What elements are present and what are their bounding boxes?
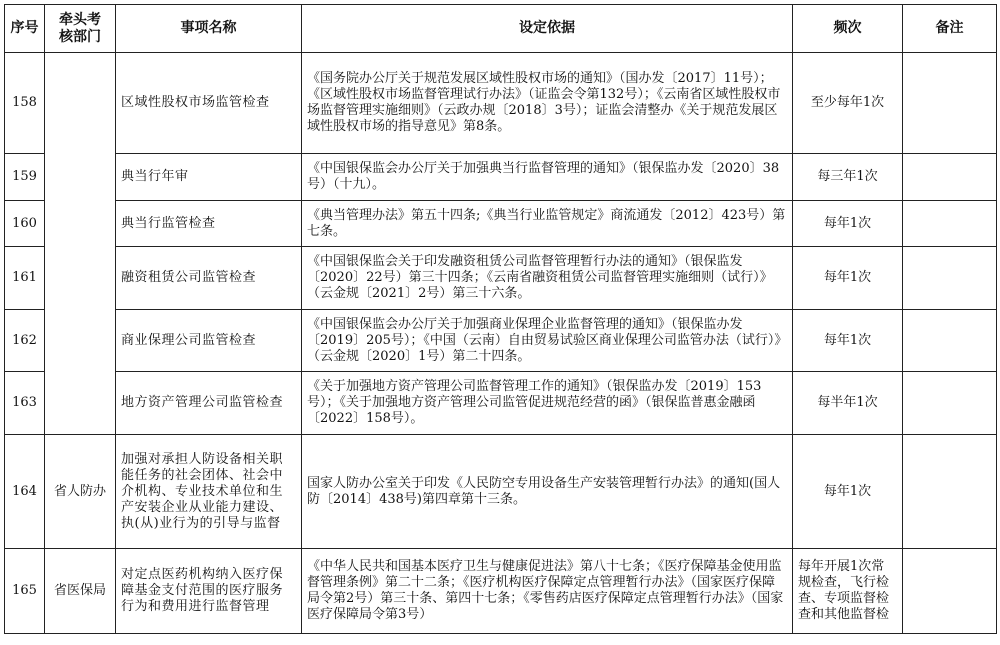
row-dept: 省医保局 <box>45 549 116 634</box>
row-item: 加强对承担人防设备相关职能任务的社会团体、社会中介机构、专业技术单位和生产安装企业从业能力建设、执(从)业行为的引导与监督 <box>116 435 302 549</box>
table-row <box>5 201 997 247</box>
row-freq: 每半年1次 <box>793 372 903 435</box>
row-item: 对定点医药机构纳入医疗保障基金支付范围的医疗服务行为和费用进行监督管理 <box>116 549 302 634</box>
row-no: 162 <box>5 310 45 372</box>
row-dept-cell <box>45 53 116 435</box>
row-item: 典当行监管检查 <box>116 201 302 247</box>
row-freq: 每年1次 <box>793 310 903 372</box>
row-note <box>903 310 997 372</box>
row-basis: 《中国银保监会办公厅关于加强典当行监督管理的通知》（银保监办发〔2020〕38号）（十九）。 <box>302 154 793 201</box>
header-no: 序号 <box>5 5 45 53</box>
table-row <box>5 372 997 435</box>
row-note <box>903 549 997 634</box>
header-note: 备注 <box>903 5 997 53</box>
table-row <box>5 435 997 549</box>
row-note <box>903 154 997 201</box>
row-basis: 《中国银保监会办公厅关于加强商业保理企业监督管理的通知》（银保监办发〔2019〕205号）；《中国（云南）自由贸易试验区商业保理公司监管办法（试行）》（云金规〔2020〕1号）第二十四条。 <box>302 310 793 372</box>
header-row <box>5 5 997 53</box>
row-note <box>903 201 997 247</box>
row-freq: 每年开展1次常规检查，飞行检查、专项监督检查和其他监督检 <box>793 549 903 634</box>
row-item: 区域性股权市场监管检查 <box>116 53 302 154</box>
table-row <box>5 53 997 154</box>
row-no: 161 <box>5 247 45 310</box>
row-dept: 省人防办 <box>45 435 116 549</box>
row-note <box>903 435 997 549</box>
row-no: 158 <box>5 53 45 154</box>
row-note <box>903 247 997 310</box>
row-basis: 《典当管理办法》第五十四条;《典当行业监管规定》商流通发〔2012〕423号）第七条。 <box>302 201 793 247</box>
row-freq: 每年1次 <box>793 247 903 310</box>
row-basis: 《中国银保监会关于印发融资租赁公司监督管理暂行办法的通知》（银保监发〔2020〕22号）第三十四条；《云南省融资租赁公司监督管理实施细则（试行）》（云金规〔2021〕2号）第三十六条。 <box>302 247 793 310</box>
row-item: 商业保理公司监管检查 <box>116 310 302 372</box>
row-freq: 每年1次 <box>793 201 903 247</box>
table-row <box>5 549 997 634</box>
row-no: 165 <box>5 549 45 634</box>
row-no: 160 <box>5 201 45 247</box>
row-basis: 《国务院办公厅关于规范发展区域性股权市场的通知》（国办发〔2017〕11号）；《区域性股权市场监督管理试行办法》（证监会令第132号）；《云南省区域性股权市场监督管理实施细则》（云政办规〔2018〕3号）；证监会清整办《关于规范发展区域性股权市场的指导意见》第8条。 <box>302 53 793 154</box>
row-item: 融资租赁公司监管检查 <box>116 247 302 310</box>
regulation-table <box>4 4 997 634</box>
header-freq: 频次 <box>793 5 903 53</box>
row-basis: 国家人防办公室关于印发《人民防空专用设备生产安装管理暂行办法》的通知(国人防〔2014〕438号)第四章第十三条。 <box>302 435 793 549</box>
row-item: 地方资产管理公司监管检查 <box>116 372 302 435</box>
row-note <box>903 53 997 154</box>
header-dept: 牵头考核部门 <box>45 5 116 53</box>
row-item: 典当行年审 <box>116 154 302 201</box>
table-row <box>5 247 997 310</box>
row-no: 164 <box>5 435 45 549</box>
row-note <box>903 372 997 435</box>
row-no: 163 <box>5 372 45 435</box>
table-row <box>5 310 997 372</box>
row-freq: 每年1次 <box>793 435 903 549</box>
row-freq: 每三年1次 <box>793 154 903 201</box>
header-basis: 设定依据 <box>302 5 793 53</box>
row-no: 159 <box>5 154 45 201</box>
row-basis: 《中华人民共和国基本医疗卫生与健康促进法》第八十七条；《医疗保障基金使用监督管理条例》第二十二条；《医疗机构医疗保障定点管理暂行办法》（国家医疗保障局令第2号）第三十条、第四十七条；《零售药店医疗保障定点管理暂行办法》（国家医疗保障局令第3号） <box>302 549 793 634</box>
header-item: 事项名称 <box>116 5 302 53</box>
table-row <box>5 154 997 201</box>
row-freq: 至少每年1次 <box>793 53 903 154</box>
row-basis: 《关于加强地方资产管理公司监督管理工作的通知》（银保监办发〔2019〕153号）；《关于加强地方资产管理公司监管促进规范经营的函》（银保监普惠金融函〔2022〕158号）。 <box>302 372 793 435</box>
